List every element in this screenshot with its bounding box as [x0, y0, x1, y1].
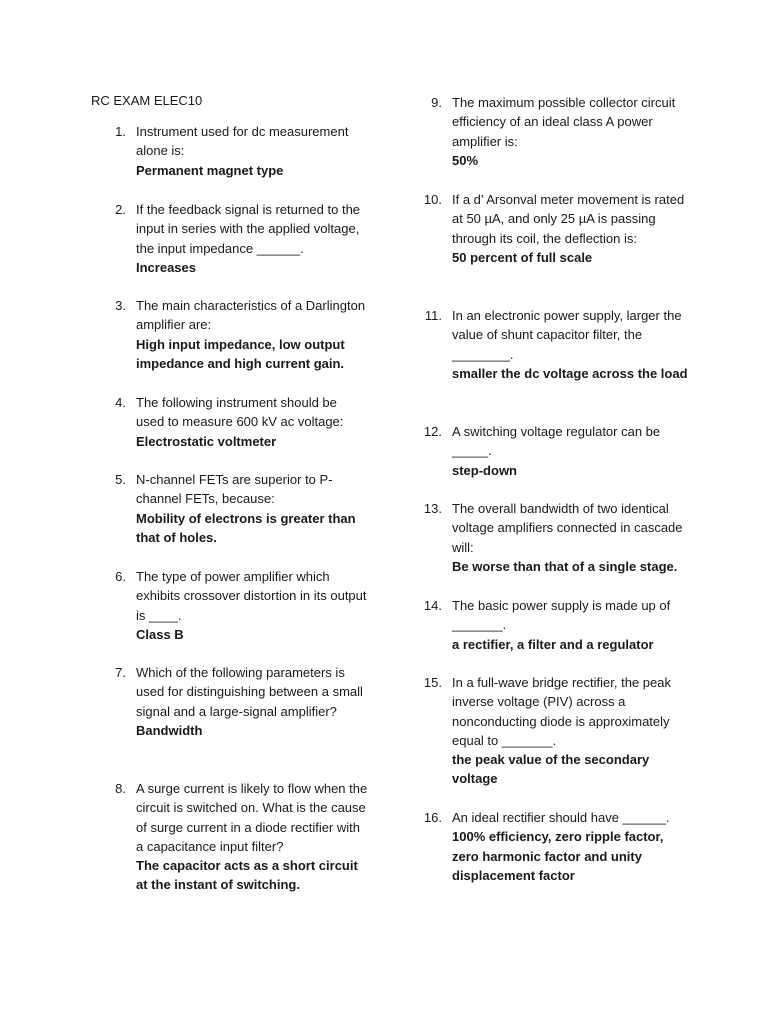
question-9 — [431, 93, 688, 170]
question-number: 6. — [115, 569, 126, 584]
question-text: In an electronic power supply, larger the value of shunt capacitor filter, the ________. — [452, 308, 682, 362]
question-answer: Mobility of electrons is greater than that of holes. — [136, 510, 356, 545]
question-12 — [423, 422, 688, 480]
question-5 — [115, 470, 368, 547]
question-answer: a rectifier, a filter and a regulator — [452, 636, 654, 652]
question-text: Which of the following parameters is used for distinguishing between a small signal and a large-signal amplifier? — [136, 665, 363, 719]
question-number: 7. — [115, 665, 126, 680]
question-3 — [115, 296, 368, 373]
question-text: An ideal rectifier should have ______. — [452, 810, 670, 825]
question-number: 12. — [423, 424, 442, 439]
question-14 — [423, 596, 688, 654]
question-answer: High input impedance, low output impedance and high current gain. — [136, 336, 345, 371]
question-6 — [115, 567, 368, 644]
question-text: Instrument used for dc measurement alone is: — [136, 124, 349, 159]
question-text: If a d’ Arsonval meter movement is rated at 50 µA, and only 25 µA is passing through its coil, the deflection is: — [452, 192, 685, 246]
question-number: 14. — [423, 598, 442, 613]
question-number: 9. — [431, 95, 442, 110]
question-number: 13. — [423, 501, 442, 516]
question-16 — [423, 808, 688, 885]
document-title: RC EXAM ELEC10 — [91, 93, 203, 108]
question-answer: 50 percent of full scale — [452, 249, 593, 265]
question-answer: 100% efficiency, zero ripple factor, zero harmonic factor and unity displacement factor — [452, 829, 664, 883]
question-text: The overall bandwidth of two identical voltage amplifiers connected in cascade will: — [452, 501, 683, 555]
question-number: 1. — [115, 124, 126, 139]
question-number: 8. — [115, 781, 126, 796]
question-number: 10. — [423, 192, 442, 207]
question-text: The type of power amplifier which exhibits crossover distortion in its output is ____. — [136, 569, 367, 623]
question-11 — [424, 306, 688, 383]
question-1 — [115, 122, 368, 180]
question-text: N-channel FETs are superior to P-channel FETs, because: — [136, 472, 333, 507]
question-15 — [423, 673, 688, 789]
question-answer: Increases — [136, 259, 196, 275]
question-answer: The capacitor acts as a short circuit at the instant of switching. — [136, 858, 358, 893]
question-text: In a full-wave bridge rectifier, the peak inverse voltage (PIV) across a nonconducting diode is approximately equal to _______. — [452, 675, 671, 748]
question-4 — [115, 393, 368, 451]
question-number: 2. — [115, 202, 126, 217]
question-answer: Class B — [136, 626, 184, 642]
question-answer: Bandwidth — [136, 722, 203, 738]
question-answer: step-down — [452, 462, 517, 478]
question-text: The basic power supply is made up of _______. — [452, 598, 671, 633]
question-number: 11. — [424, 308, 442, 323]
question-number: 16. — [423, 810, 442, 825]
question-answer: the peak value of the secondary voltage — [452, 752, 650, 787]
question-answer: Permanent magnet type — [136, 162, 284, 178]
question-10 — [423, 190, 688, 267]
question-answer: Be worse than that of a single stage. — [452, 558, 678, 574]
question-answer: Electrostatic voltmeter — [136, 433, 277, 449]
question-number: 3. — [115, 298, 126, 313]
question-text: The maximum possible collector circuit efficiency of an ideal class A power amplifier is: — [452, 95, 676, 149]
question-answer: smaller the dc voltage across the load — [452, 365, 688, 381]
question-text: A surge current is likely to flow when the circuit is switched on. What is the cause of surge current in a diode rectifier with a capacitance input filter? — [136, 781, 368, 854]
question-text: The following instrument should be used to measure 600 kV ac voltage: — [136, 395, 344, 430]
question-number: 5. — [115, 472, 126, 487]
question-13 — [423, 499, 688, 576]
question-text: A switching voltage regulator can be _____. — [452, 424, 661, 459]
question-text: The main characteristics of a Darlington amplifier are: — [136, 298, 366, 333]
question-number: 4. — [115, 395, 126, 410]
question-text: If the feedback signal is returned to the input in series with the applied voltage, the input impedance ______. — [136, 202, 361, 256]
question-8 — [115, 779, 368, 895]
question-answer: 50% — [452, 152, 479, 168]
question-number: 15. — [423, 675, 442, 690]
question-7 — [115, 663, 368, 740]
question-2 — [115, 200, 368, 277]
